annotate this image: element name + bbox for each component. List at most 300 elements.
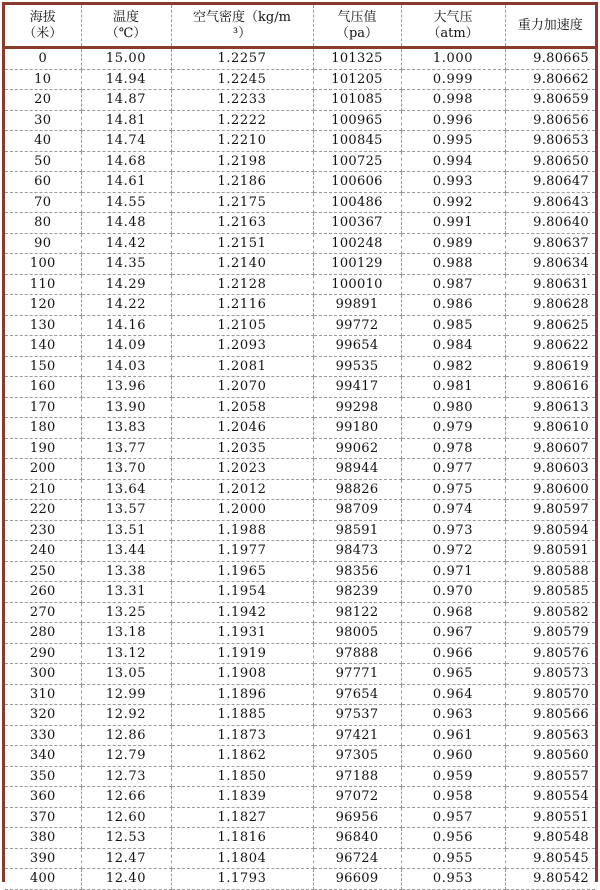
pressure-atm-cell: 0.975 xyxy=(401,479,505,500)
gravity-cell: 9.80554 xyxy=(505,787,595,808)
altitude-cell: 400 xyxy=(5,869,81,890)
table-row xyxy=(5,336,595,357)
pressure-atm-cell: 0.998 xyxy=(401,90,505,111)
header-row xyxy=(5,5,595,48)
altitude-cell: 220 xyxy=(5,500,81,521)
density-cell: 1.2012 xyxy=(171,479,313,500)
pressure-atm-cell: 0.967 xyxy=(401,623,505,644)
table-row xyxy=(5,582,595,603)
pressure-atm-cell: 0.988 xyxy=(401,254,505,275)
temperature-cell: 12.99 xyxy=(81,684,171,705)
temperature-cell: 12.86 xyxy=(81,725,171,746)
gravity-cell: 9.80616 xyxy=(505,377,595,398)
table-row xyxy=(5,295,595,316)
temperature-cell: 14.81 xyxy=(81,110,171,131)
temperature-cell: 14.29 xyxy=(81,274,171,295)
gravity-cell: 9.80548 xyxy=(505,828,595,849)
temperature-cell: 13.38 xyxy=(81,561,171,582)
altitude-cell: 350 xyxy=(5,766,81,787)
temperature-cell: 12.79 xyxy=(81,746,171,767)
gravity-cell: 9.80610 xyxy=(505,418,595,439)
table-row xyxy=(5,643,595,664)
density-cell: 1.1804 xyxy=(171,848,313,869)
pressure-pa-cell: 100367 xyxy=(313,213,401,234)
pressure-atm-cell: 0.994 xyxy=(401,151,505,172)
temperature-cell: 12.73 xyxy=(81,766,171,787)
pressure-atm-cell: 0.971 xyxy=(401,561,505,582)
pressure-atm-cell: 0.993 xyxy=(401,172,505,193)
altitude-cell: 330 xyxy=(5,725,81,746)
gravity-cell: 9.80659 xyxy=(505,90,595,111)
density-cell: 1.1839 xyxy=(171,787,313,808)
gravity-cell: 9.80613 xyxy=(505,397,595,418)
altitude-cell: 230 xyxy=(5,520,81,541)
pressure-pa-cell: 99891 xyxy=(313,295,401,316)
temperature-cell: 12.66 xyxy=(81,787,171,808)
altitude-cell: 290 xyxy=(5,643,81,664)
gravity-cell: 9.80628 xyxy=(505,295,595,316)
density-cell: 1.1965 xyxy=(171,561,313,582)
pressure-pa-cell: 101325 xyxy=(313,48,401,70)
altitude-cell: 190 xyxy=(5,438,81,459)
table-row xyxy=(5,746,595,767)
density-cell: 1.1919 xyxy=(171,643,313,664)
pressure-pa-cell: 97305 xyxy=(313,746,401,767)
pressure-pa-cell: 97188 xyxy=(313,766,401,787)
density-cell: 1.2233 xyxy=(171,90,313,111)
pressure-pa-cell: 100845 xyxy=(313,131,401,152)
density-cell: 1.1896 xyxy=(171,684,313,705)
header-temperature-line2: （℃） xyxy=(105,25,147,41)
density-cell: 1.2093 xyxy=(171,336,313,357)
table-body xyxy=(5,48,595,890)
pressure-pa-cell: 98826 xyxy=(313,479,401,500)
density-cell: 1.1885 xyxy=(171,705,313,726)
pressure-pa-cell: 101085 xyxy=(313,90,401,111)
altitude-cell: 30 xyxy=(5,110,81,131)
table-row xyxy=(5,459,595,480)
pressure-pa-cell: 97654 xyxy=(313,684,401,705)
gravity-cell: 9.80665 xyxy=(505,48,595,70)
pressure-atm-cell: 0.959 xyxy=(401,766,505,787)
density-cell: 1.2105 xyxy=(171,315,313,336)
table-row xyxy=(5,172,595,193)
table-row xyxy=(5,787,595,808)
altitude-cell: 150 xyxy=(5,356,81,377)
density-cell: 1.1977 xyxy=(171,541,313,562)
table-row xyxy=(5,848,595,869)
gravity-cell: 9.80573 xyxy=(505,664,595,685)
header-air-density-line2: ³） xyxy=(232,25,252,41)
pressure-pa-cell: 98709 xyxy=(313,500,401,521)
altitude-cell: 160 xyxy=(5,377,81,398)
altitude-cell: 0 xyxy=(5,48,81,70)
gravity-cell: 9.80653 xyxy=(505,131,595,152)
pressure-atm-cell: 0.966 xyxy=(401,643,505,664)
table-row xyxy=(5,828,595,849)
pressure-pa-cell: 98944 xyxy=(313,459,401,480)
altitude-cell: 130 xyxy=(5,315,81,336)
altitude-cell: 360 xyxy=(5,787,81,808)
table-row xyxy=(5,233,595,254)
table-row xyxy=(5,151,595,172)
altitude-cell: 170 xyxy=(5,397,81,418)
gravity-cell: 9.80557 xyxy=(505,766,595,787)
table-row xyxy=(5,602,595,623)
altitude-cell: 250 xyxy=(5,561,81,582)
pressure-pa-cell: 100486 xyxy=(313,192,401,213)
pressure-pa-cell: 97537 xyxy=(313,705,401,726)
pressure-pa-cell: 99535 xyxy=(313,356,401,377)
pressure-atm-cell: 0.965 xyxy=(401,664,505,685)
pressure-pa-cell: 100248 xyxy=(313,233,401,254)
pressure-pa-cell: 99417 xyxy=(313,377,401,398)
gravity-cell: 9.80643 xyxy=(505,192,595,213)
altitude-cell: 90 xyxy=(5,233,81,254)
pressure-pa-cell: 96609 xyxy=(313,869,401,890)
gravity-cell: 9.80625 xyxy=(505,315,595,336)
pressure-pa-cell: 100725 xyxy=(313,151,401,172)
temperature-cell: 12.60 xyxy=(81,807,171,828)
pressure-pa-cell: 100606 xyxy=(313,172,401,193)
altitude-cell: 240 xyxy=(5,541,81,562)
density-cell: 1.1908 xyxy=(171,664,313,685)
pressure-atm-cell: 0.989 xyxy=(401,233,505,254)
density-cell: 1.1954 xyxy=(171,582,313,603)
temperature-cell: 13.05 xyxy=(81,664,171,685)
density-cell: 1.2198 xyxy=(171,151,313,172)
table-row xyxy=(5,438,595,459)
density-cell: 1.2186 xyxy=(171,172,313,193)
gravity-cell: 9.80560 xyxy=(505,746,595,767)
pressure-atm-cell: 0.958 xyxy=(401,787,505,808)
gravity-cell: 9.80662 xyxy=(505,69,595,90)
table-row xyxy=(5,500,595,521)
gravity-cell: 9.80582 xyxy=(505,602,595,623)
pressure-pa-cell: 100965 xyxy=(313,110,401,131)
temperature-cell: 13.96 xyxy=(81,377,171,398)
pressure-atm-cell: 0.970 xyxy=(401,582,505,603)
gravity-cell: 9.80563 xyxy=(505,725,595,746)
temperature-cell: 13.77 xyxy=(81,438,171,459)
table-row xyxy=(5,623,595,644)
density-cell: 1.2081 xyxy=(171,356,313,377)
density-cell: 1.2046 xyxy=(171,418,313,439)
table-row xyxy=(5,705,595,726)
header-pressure-atm-line1: 大气压 xyxy=(433,9,473,25)
pressure-atm-cell: 0.953 xyxy=(401,869,505,890)
temperature-cell: 15.00 xyxy=(81,48,171,70)
altitude-cell: 200 xyxy=(5,459,81,480)
pressure-pa-cell: 96840 xyxy=(313,828,401,849)
table-row xyxy=(5,869,595,890)
gravity-cell: 9.80603 xyxy=(505,459,595,480)
pressure-atm-cell: 0.986 xyxy=(401,295,505,316)
header-pressure-pa-line1: 气压值 xyxy=(337,9,377,25)
table-row xyxy=(5,90,595,111)
pressure-atm-cell: 0.985 xyxy=(401,315,505,336)
pressure-atm-cell: 0.995 xyxy=(401,131,505,152)
temperature-cell: 14.61 xyxy=(81,172,171,193)
temperature-cell: 13.64 xyxy=(81,479,171,500)
gravity-cell: 9.80542 xyxy=(505,869,595,890)
altitude-cell: 180 xyxy=(5,418,81,439)
pressure-pa-cell: 99180 xyxy=(313,418,401,439)
pressure-pa-cell: 99772 xyxy=(313,315,401,336)
table-row xyxy=(5,377,595,398)
altitude-cell: 50 xyxy=(5,151,81,172)
gravity-cell: 9.80551 xyxy=(505,807,595,828)
altitude-cell: 110 xyxy=(5,274,81,295)
header-gravity xyxy=(505,5,595,48)
table-row xyxy=(5,807,595,828)
table-row xyxy=(5,110,595,131)
table-row xyxy=(5,274,595,295)
table-row xyxy=(5,356,595,377)
table-row xyxy=(5,397,595,418)
table-row xyxy=(5,69,595,90)
altitude-cell: 140 xyxy=(5,336,81,357)
header-pressure-atm-line2: （atm） xyxy=(427,25,479,41)
pressure-pa-cell: 98239 xyxy=(313,582,401,603)
altitude-cell: 280 xyxy=(5,623,81,644)
header-temperature xyxy=(81,5,171,48)
density-cell: 1.2035 xyxy=(171,438,313,459)
temperature-cell: 13.51 xyxy=(81,520,171,541)
pressure-atm-cell: 0.978 xyxy=(401,438,505,459)
table-row xyxy=(5,766,595,787)
pressure-atm-cell: 0.987 xyxy=(401,274,505,295)
temperature-cell: 14.16 xyxy=(81,315,171,336)
pressure-atm-cell: 1.000 xyxy=(401,48,505,70)
density-cell: 1.2151 xyxy=(171,233,313,254)
pressure-pa-cell: 97072 xyxy=(313,787,401,808)
pressure-pa-cell: 98005 xyxy=(313,623,401,644)
table-row xyxy=(5,418,595,439)
gravity-cell: 9.80576 xyxy=(505,643,595,664)
header-gravity-line1: 重力加速度 xyxy=(517,17,583,33)
temperature-cell: 13.90 xyxy=(81,397,171,418)
header-altitude-line2: （米） xyxy=(23,25,63,41)
gravity-cell: 9.80631 xyxy=(505,274,595,295)
gravity-cell: 9.80585 xyxy=(505,582,595,603)
density-cell: 1.1850 xyxy=(171,766,313,787)
temperature-cell: 14.22 xyxy=(81,295,171,316)
density-cell: 1.1931 xyxy=(171,623,313,644)
pressure-atm-cell: 0.956 xyxy=(401,828,505,849)
pressure-pa-cell: 100129 xyxy=(313,254,401,275)
header-altitude xyxy=(5,5,81,48)
pressure-pa-cell: 98356 xyxy=(313,561,401,582)
temperature-cell: 14.35 xyxy=(81,254,171,275)
density-cell: 1.2175 xyxy=(171,192,313,213)
pressure-atm-cell: 0.963 xyxy=(401,705,505,726)
table-row xyxy=(5,561,595,582)
gravity-cell: 9.80600 xyxy=(505,479,595,500)
temperature-cell: 13.18 xyxy=(81,623,171,644)
altitude-cell: 70 xyxy=(5,192,81,213)
temperature-cell: 14.87 xyxy=(81,90,171,111)
header-pressure-pa-line2: （pa） xyxy=(335,25,379,41)
gravity-cell: 9.80647 xyxy=(505,172,595,193)
temperature-cell: 12.92 xyxy=(81,705,171,726)
temperature-cell: 13.31 xyxy=(81,582,171,603)
altitude-cell: 390 xyxy=(5,848,81,869)
density-cell: 1.2128 xyxy=(171,274,313,295)
gravity-cell: 9.80591 xyxy=(505,541,595,562)
density-cell: 1.1862 xyxy=(171,746,313,767)
table-row xyxy=(5,541,595,562)
altitude-cell: 80 xyxy=(5,213,81,234)
pressure-atm-cell: 0.977 xyxy=(401,459,505,480)
table-row xyxy=(5,192,595,213)
density-cell: 1.1988 xyxy=(171,520,313,541)
pressure-pa-cell: 96956 xyxy=(313,807,401,828)
pressure-atm-cell: 0.964 xyxy=(401,684,505,705)
density-cell: 1.1827 xyxy=(171,807,313,828)
pressure-atm-cell: 0.979 xyxy=(401,418,505,439)
gravity-cell: 9.80588 xyxy=(505,561,595,582)
table-row xyxy=(5,520,595,541)
gravity-cell: 9.80607 xyxy=(505,438,595,459)
header-temperature-line1: 温度 xyxy=(112,9,139,25)
pressure-atm-cell: 0.984 xyxy=(401,336,505,357)
density-cell: 1.1942 xyxy=(171,602,313,623)
altitude-cell: 120 xyxy=(5,295,81,316)
altitude-cell: 310 xyxy=(5,684,81,705)
pressure-pa-cell: 98591 xyxy=(313,520,401,541)
pressure-atm-cell: 0.957 xyxy=(401,807,505,828)
altitude-cell: 300 xyxy=(5,664,81,685)
density-cell: 1.2210 xyxy=(171,131,313,152)
header-air-density xyxy=(171,5,313,48)
gravity-cell: 9.80640 xyxy=(505,213,595,234)
pressure-atm-cell: 0.955 xyxy=(401,848,505,869)
gravity-cell: 9.80637 xyxy=(505,233,595,254)
table-header xyxy=(5,5,595,48)
temperature-cell: 13.70 xyxy=(81,459,171,480)
temperature-cell: 13.57 xyxy=(81,500,171,521)
pressure-pa-cell: 97421 xyxy=(313,725,401,746)
temperature-cell: 13.25 xyxy=(81,602,171,623)
density-cell: 1.2163 xyxy=(171,213,313,234)
pressure-atm-cell: 0.991 xyxy=(401,213,505,234)
altitude-atmosphere-table xyxy=(5,5,595,890)
pressure-atm-cell: 0.960 xyxy=(401,746,505,767)
temperature-cell: 12.40 xyxy=(81,869,171,890)
table-row xyxy=(5,254,595,275)
gravity-cell: 9.80545 xyxy=(505,848,595,869)
temperature-cell: 14.94 xyxy=(81,69,171,90)
density-cell: 1.2023 xyxy=(171,459,313,480)
table-row xyxy=(5,725,595,746)
gravity-cell: 9.80650 xyxy=(505,151,595,172)
pressure-pa-cell: 99298 xyxy=(313,397,401,418)
temperature-cell: 14.09 xyxy=(81,336,171,357)
table-row xyxy=(5,684,595,705)
pressure-pa-cell: 96724 xyxy=(313,848,401,869)
temperature-cell: 14.68 xyxy=(81,151,171,172)
pressure-pa-cell: 98122 xyxy=(313,602,401,623)
pressure-atm-cell: 0.996 xyxy=(401,110,505,131)
altitude-cell: 100 xyxy=(5,254,81,275)
altitude-cell: 320 xyxy=(5,705,81,726)
density-cell: 1.2245 xyxy=(171,69,313,90)
gravity-cell: 9.80594 xyxy=(505,520,595,541)
density-cell: 1.1816 xyxy=(171,828,313,849)
density-cell: 1.1793 xyxy=(171,869,313,890)
gravity-cell: 9.80597 xyxy=(505,500,595,521)
temperature-cell: 14.42 xyxy=(81,233,171,254)
header-air-density-line1: 空气密度（kg/m xyxy=(193,9,291,25)
altitude-cell: 380 xyxy=(5,828,81,849)
pressure-atm-cell: 0.961 xyxy=(401,725,505,746)
pressure-atm-cell: 0.980 xyxy=(401,397,505,418)
temperature-cell: 14.55 xyxy=(81,192,171,213)
density-cell: 1.1873 xyxy=(171,725,313,746)
temperature-cell: 12.47 xyxy=(81,848,171,869)
temperature-cell: 13.12 xyxy=(81,643,171,664)
table-row xyxy=(5,213,595,234)
temperature-cell: 14.03 xyxy=(81,356,171,377)
altitude-cell: 20 xyxy=(5,90,81,111)
pressure-atm-cell: 0.982 xyxy=(401,356,505,377)
gravity-cell: 9.80570 xyxy=(505,684,595,705)
table-row xyxy=(5,479,595,500)
density-cell: 1.2000 xyxy=(171,500,313,521)
pressure-atm-cell: 0.972 xyxy=(401,541,505,562)
temperature-cell: 13.44 xyxy=(81,541,171,562)
table-row xyxy=(5,131,595,152)
gravity-cell: 9.80622 xyxy=(505,336,595,357)
pressure-atm-cell: 0.992 xyxy=(401,192,505,213)
temperature-cell: 14.48 xyxy=(81,213,171,234)
table-row xyxy=(5,664,595,685)
altitude-cell: 10 xyxy=(5,69,81,90)
density-cell: 1.2070 xyxy=(171,377,313,398)
pressure-pa-cell: 101205 xyxy=(313,69,401,90)
altitude-cell: 40 xyxy=(5,131,81,152)
pressure-pa-cell: 99654 xyxy=(313,336,401,357)
pressure-atm-cell: 0.974 xyxy=(401,500,505,521)
pressure-pa-cell: 100010 xyxy=(313,274,401,295)
gravity-cell: 9.80579 xyxy=(505,623,595,644)
table-frame xyxy=(2,2,598,887)
pressure-atm-cell: 0.999 xyxy=(401,69,505,90)
table-row xyxy=(5,48,595,70)
altitude-cell: 270 xyxy=(5,602,81,623)
altitude-cell: 210 xyxy=(5,479,81,500)
density-cell: 1.2140 xyxy=(171,254,313,275)
altitude-cell: 370 xyxy=(5,807,81,828)
density-cell: 1.2058 xyxy=(171,397,313,418)
gravity-cell: 9.80619 xyxy=(505,356,595,377)
header-altitude-line1: 海拔 xyxy=(29,9,56,25)
pressure-pa-cell: 97888 xyxy=(313,643,401,664)
pressure-pa-cell: 97771 xyxy=(313,664,401,685)
pressure-pa-cell: 99062 xyxy=(313,438,401,459)
gravity-cell: 9.80656 xyxy=(505,110,595,131)
pressure-pa-cell: 98473 xyxy=(313,541,401,562)
altitude-cell: 60 xyxy=(5,172,81,193)
pressure-atm-cell: 0.981 xyxy=(401,377,505,398)
density-cell: 1.2222 xyxy=(171,110,313,131)
pressure-atm-cell: 0.973 xyxy=(401,520,505,541)
pressure-atm-cell: 0.968 xyxy=(401,602,505,623)
altitude-cell: 260 xyxy=(5,582,81,603)
gravity-cell: 9.80566 xyxy=(505,705,595,726)
altitude-cell: 340 xyxy=(5,746,81,767)
